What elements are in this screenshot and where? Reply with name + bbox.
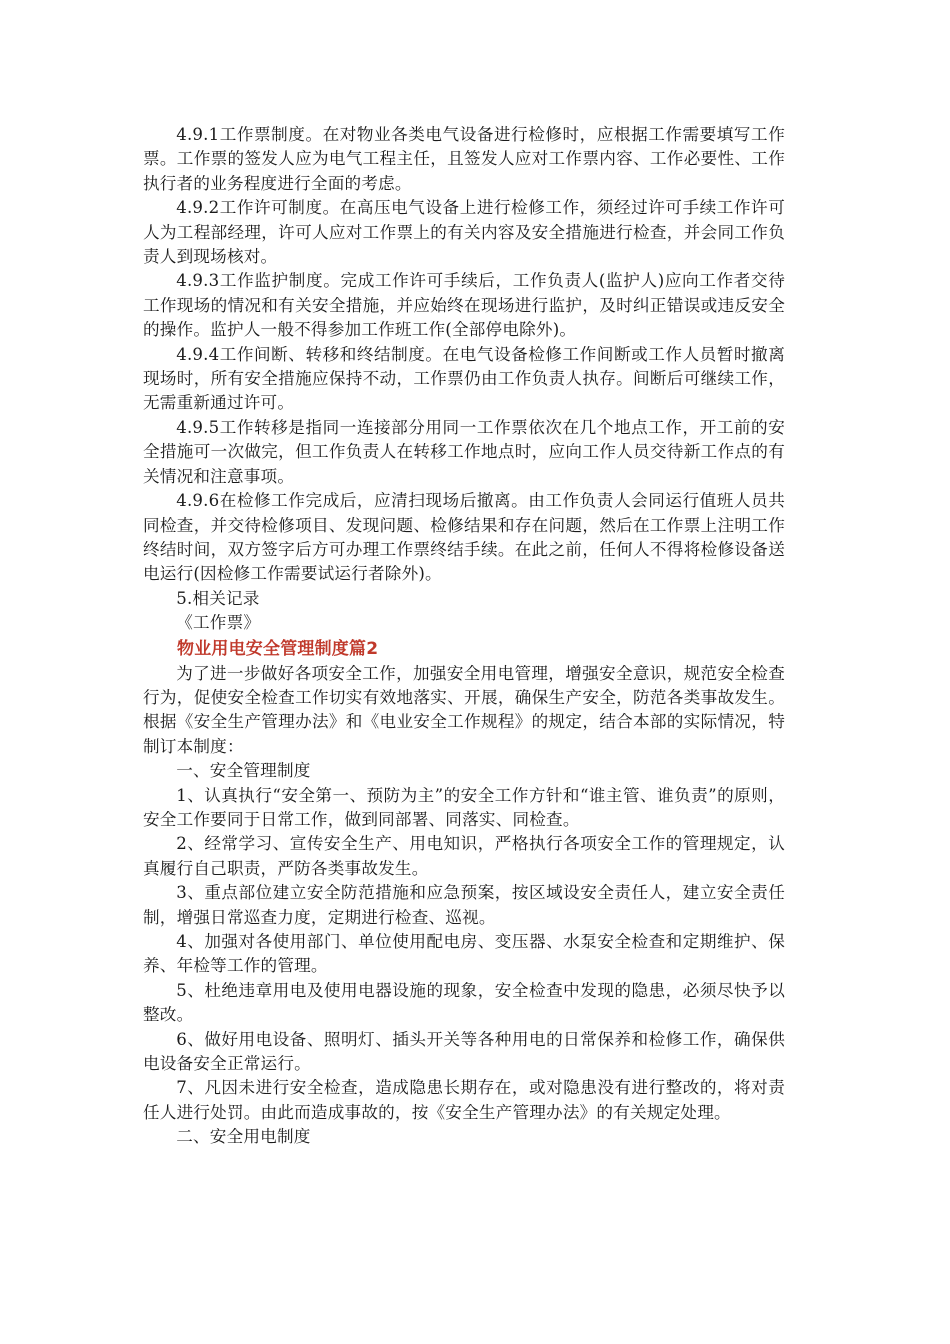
work-ticket-title: 《工作票》	[176, 613, 261, 633]
list-item: 4、加强对各使用部门、单位使用配电房、变压器、水泵安全检查和定期维护、保养、年检等工作的管理。	[143, 932, 785, 976]
subheading-electricity-safety: 二、安全用电制度	[176, 1127, 311, 1147]
subheading-safety-management: 一、安全管理制度	[176, 761, 311, 781]
list-item: 2、经常学习、宣传安全生产、用电知识，严格执行各项安全工作的管理规定，认真履行自己职责，严防各类事故发生。	[143, 834, 785, 878]
related-records: 5.相关记录	[176, 588, 260, 608]
list-item: 7、凡因未进行安全检查，造成隐患长期存在，或对隐患没有进行整改的，将对责任人进行处罚。由此而造成事故的，按《安全生产管理办法》的有关规定处理。	[143, 1078, 785, 1122]
paragraph-4-9-2: 4.9.2工作许可制度。在高压电气设备上进行检修工作，须经过许可手续工作许可人为工程部经理，许可人应对工作票上的有关内容及安全措施进行检查，并会同工作负责人到现场核对。	[143, 198, 785, 267]
paragraph-4-9-4: 4.9.4工作间断、转移和终结制度。在电气设备检修工作间断或工作人员暂时撤离现场时，所有安全措施应保持不动，工作票仍由工作负责人执存。间断后可继续工作，无需重新通过许可。	[143, 344, 785, 413]
paragraph-4-9-6: 4.9.6在检修工作完成后，应清扫现场后撤离。由工作负责人会同运行值班人员共同检查，并交待检修项目、发现问题、检修结果和存在问题，然后在工作票上注明工作终结时间，双方签字后方可办理工作票终结手续。在此之前，任何人不得将检修设备送电运行(因检修工作需要试运行者除外)。	[143, 491, 785, 584]
paragraph-4-9-5: 4.9.5工作转移是指同一连接部分用同一工作票依次在几个地点工作，开工前的安全措施可一次做完，但工作负责人在转移工作地点时，应向工作人员交待新工作点的有关情况和注意事项。	[143, 417, 785, 486]
section-heading: 物业用电安全管理制度篇2	[177, 638, 379, 659]
list-item: 3、重点部位建立安全防范措施和应急预案，按区域设安全责任人，建立安全责任制，增强日常巡查力度，定期进行检查、巡视。	[143, 883, 785, 927]
intro-paragraph: 为了进一步做好各项安全工作，加强安全用电管理，增强安全意识，规范安全检查行为，促使安全检查工作切实有效地落实、开展，确保生产安全，防范各类事故发生。根据《安全生产管理办法》和《电业安全工作规程》的规定，结合本部的实际情况，特制订本制度：	[143, 663, 785, 756]
list-item: 5、杜绝违章用电及使用电器设施的现象，安全检查中发现的隐患，必须尽快予以整改。	[143, 980, 785, 1025]
paragraph-4-9-1: 4.9.1工作票制度。在对物业各类电气设备进行检修时，应根据工作需要填写工作票。工作票的签发人应为电气工程主任，且签发人应对工作票内容、工作必要性、工作执行者的业务程度进行全面的考虑。	[143, 125, 785, 193]
list-item: 6、做好用电设备、照明灯、插头开关等各种用电的日常保养和检修工作，确保供电设备安全正常运行。	[143, 1029, 785, 1074]
paragraph-4-9-3: 4.9.3工作监护制度。完成工作许可手续后，工作负责人(监护人)应向工作者交待工作现场的情况和有关安全措施，并应始终在现场进行监护，及时纠正错误或违反安全的操作。监护人一般不得参加工作班工作(全部停电除外)。	[143, 271, 785, 340]
list-item: 1、认真执行“安全第一、预防为主”的安全工作方针和“谁主管、谁负责”的原则，安全工作要同于日常工作，做到同部署、同落实、同检查。	[143, 785, 785, 829]
document-page	[143, 123, 785, 1150]
